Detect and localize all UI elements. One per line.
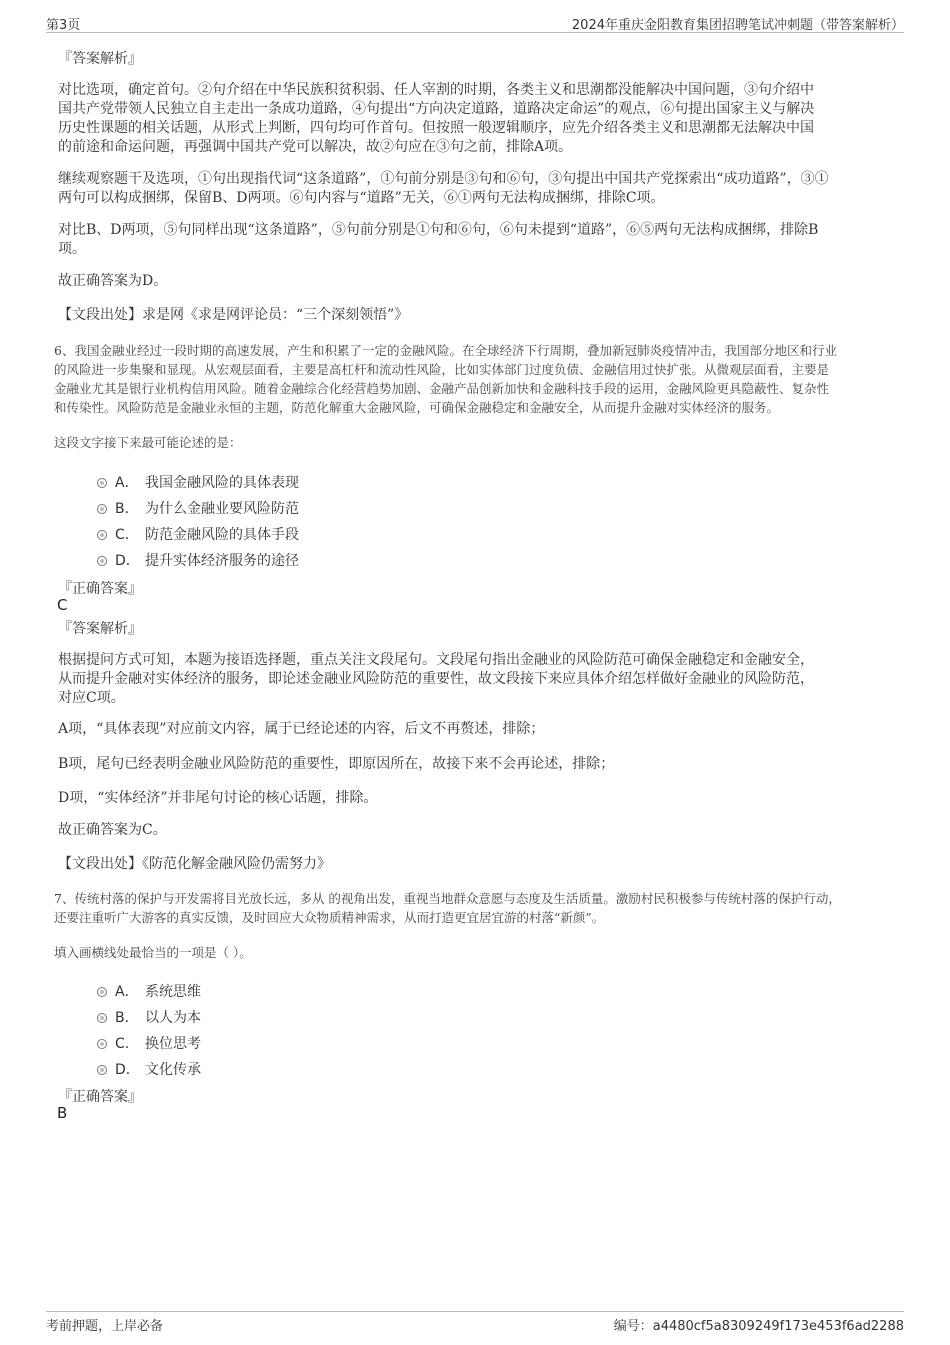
q6-analysis-line1: 根据提问方式可知，本题为接语选择题，重点关注文段尾句。文段尾句指出金融业的风险防范可确保金融稳定和金融安全， [58, 652, 814, 668]
radio-icon[interactable] [97, 504, 107, 514]
radio-icon[interactable] [97, 556, 107, 566]
analysis-para2-line1: 继续观察题干及选项，①句出现指代词“这条道路”，①句前分别是③句和⑥句，③句提出中国共产党探索出“成功道路”，③① [58, 171, 829, 187]
analysis-para1-line3: 历史性课题的相关话题，从形式上判断，四句均可作首句。但按照一般逻辑顺序，应先介绍各类主义和思潮都无法解决中国 [58, 120, 814, 136]
document-title: 2024年重庆金阳教育集团招聘笔试冲刺题（带答案解析） [571, 18, 904, 33]
correct-answer-label: 『正确答案』 [58, 581, 142, 597]
radio-icon[interactable] [97, 1039, 107, 1049]
radio-icon[interactable] [97, 1065, 107, 1075]
correct-answer: B [57, 1104, 68, 1122]
option-letter: D． [115, 553, 140, 569]
q6-analysis-line2: 从而提升金融对实体经济的服务，即论述金融业风险防范的重要性，故文段接下来应具体介绍怎样做好金融业的风险防范， [58, 671, 814, 687]
radio-icon[interactable] [97, 987, 107, 997]
option-letter: C． [115, 1036, 139, 1052]
question-6-line2: 的风险进一步集聚和显现。从宏观层面看，主要是高杠杆和流动性风险，比如实体部门过度负债、金融信用过快扩张。从微观层面看，主要是 [54, 362, 830, 377]
source-citation: 【文段出处】《防范化解金融风险仍需努力》 [58, 856, 331, 872]
page-header [46, 12, 904, 33]
option-letter: D． [115, 1062, 140, 1078]
analysis-para1-line4: 的前途和命运问题，再强调中国共产党可以解决，故②句应在③句之前，排除A项。 [58, 139, 573, 155]
question-7-prompt: 填入画横线处最恰当的一项是（ ）。 [54, 945, 252, 960]
analysis-label: 『答案解析』 [58, 621, 142, 637]
question-6-line4: 和传染性。风险防范是金融业永恒的主题，防范化解重大金融风险，可确保金融稳定和金融安全，从而提升金融对实体经济的服务。 [54, 400, 780, 415]
q6-conclusion: 故正确答案为C。 [58, 822, 167, 838]
option-text: 文化传承 [145, 1062, 201, 1078]
analysis-para1-line2: 国共产党带领人民独立自主走出一条成功道路，④句提出“方向决定道路，道路决定命运”的观点，⑥句提出国家主义与解决 [58, 101, 815, 117]
question-6-prompt: 这段文字接下来最可能论述的是： [54, 435, 242, 450]
q6-analysis-b: B项，尾句已经表明金融业风险防范的重要性，即原因所在，故接下来不会再论述，排除； [58, 756, 615, 772]
option-letter: A． [115, 984, 139, 1000]
page-number: 第3页 [46, 18, 81, 33]
correct-answer-label: 『正确答案』 [58, 1089, 142, 1105]
analysis-para3-line1: 对比B、D两项，⑤句同样出现“这条道路”，⑤句前分别是①句和⑥句，⑥句未提到“道路”，⑥⑤两句无法构成捆绑，排除B [58, 222, 819, 238]
document-code: 编号：a4480cf5a8309249f173e453f6ad2288 [613, 1319, 904, 1334]
analysis-para1-line1: 对比选项，确定首句。②句介绍在中华民族积贫积弱、任人宰割的时期，各类主义和思潮都没能解决中国问题，③句介绍中 [58, 82, 814, 98]
correct-answer: C [57, 596, 68, 614]
q6-analysis-line3: 对应C项。 [58, 690, 125, 706]
question-6-line1: 6、我国金融业经过一段时期的高速发展，产生和积累了一定的金融风险。在全球经济下行周期，叠加新冠肺炎疫情冲击，我国部分地区和行业 [54, 343, 837, 358]
radio-icon[interactable] [97, 478, 107, 488]
option-letter: A． [115, 475, 139, 491]
question-7-line2: 还要注重听广大游客的真实反馈，及时回应大众物质精神需求，从而打造更宜居宜游的村落“新颜”。 [54, 910, 605, 925]
analysis-para2-line2: 两句可以构成捆绑，保留B、D两项。⑥句内容与“道路”无关，⑥①两句无法构成捆绑，排除C项。 [58, 190, 665, 206]
option-text: 换位思考 [145, 1036, 201, 1052]
option-letter: B． [115, 501, 139, 517]
option-text: 以人为本 [145, 1010, 201, 1026]
option-letter: C． [115, 527, 139, 543]
radio-icon[interactable] [97, 530, 107, 540]
option-letter: B． [115, 1010, 139, 1026]
question-6-line3: 金融业尤其是银行业机构信用风险。随着金融综合化经营趋势加剧、金融产品创新加快和金融科技手段的运用，金融风险更具隐蔽性、复杂性 [54, 381, 830, 396]
option-text: 系统思维 [145, 984, 201, 1000]
option-text: 提升实体经济服务的途径 [145, 553, 299, 569]
question-7-line1: 7、传统村落的保护与开发需将目光放长远，多从 的视角出发，重视当地群众意愿与态度及生活质量。激励村民积极参与传统村落的保护行动， [54, 891, 841, 906]
analysis-para3-line2: 项。 [58, 241, 86, 257]
q6-analysis-d: D项，“实体经济”并非尾句讨论的核心话题，排除。 [58, 790, 378, 806]
q6-analysis-a: A项，“具体表现”对应前文内容，属于已经论述的内容，后文不再赘述，排除； [58, 721, 545, 737]
source-citation: 【文段出处】求是网《求是网评论员：“三个深刻领悟”》 [58, 307, 409, 323]
page-footer [46, 1311, 904, 1334]
footer-slogan: 考前押题，上岸必备 [46, 1319, 164, 1334]
analysis-label: 『答案解析』 [58, 51, 142, 67]
option-text: 我国金融风险的具体表现 [145, 475, 299, 491]
option-text: 防范金融风险的具体手段 [145, 527, 299, 543]
analysis-conclusion: 故正确答案为D。 [58, 273, 168, 289]
option-text: 为什么金融业要风险防范 [145, 501, 299, 517]
radio-icon[interactable] [97, 1013, 107, 1023]
